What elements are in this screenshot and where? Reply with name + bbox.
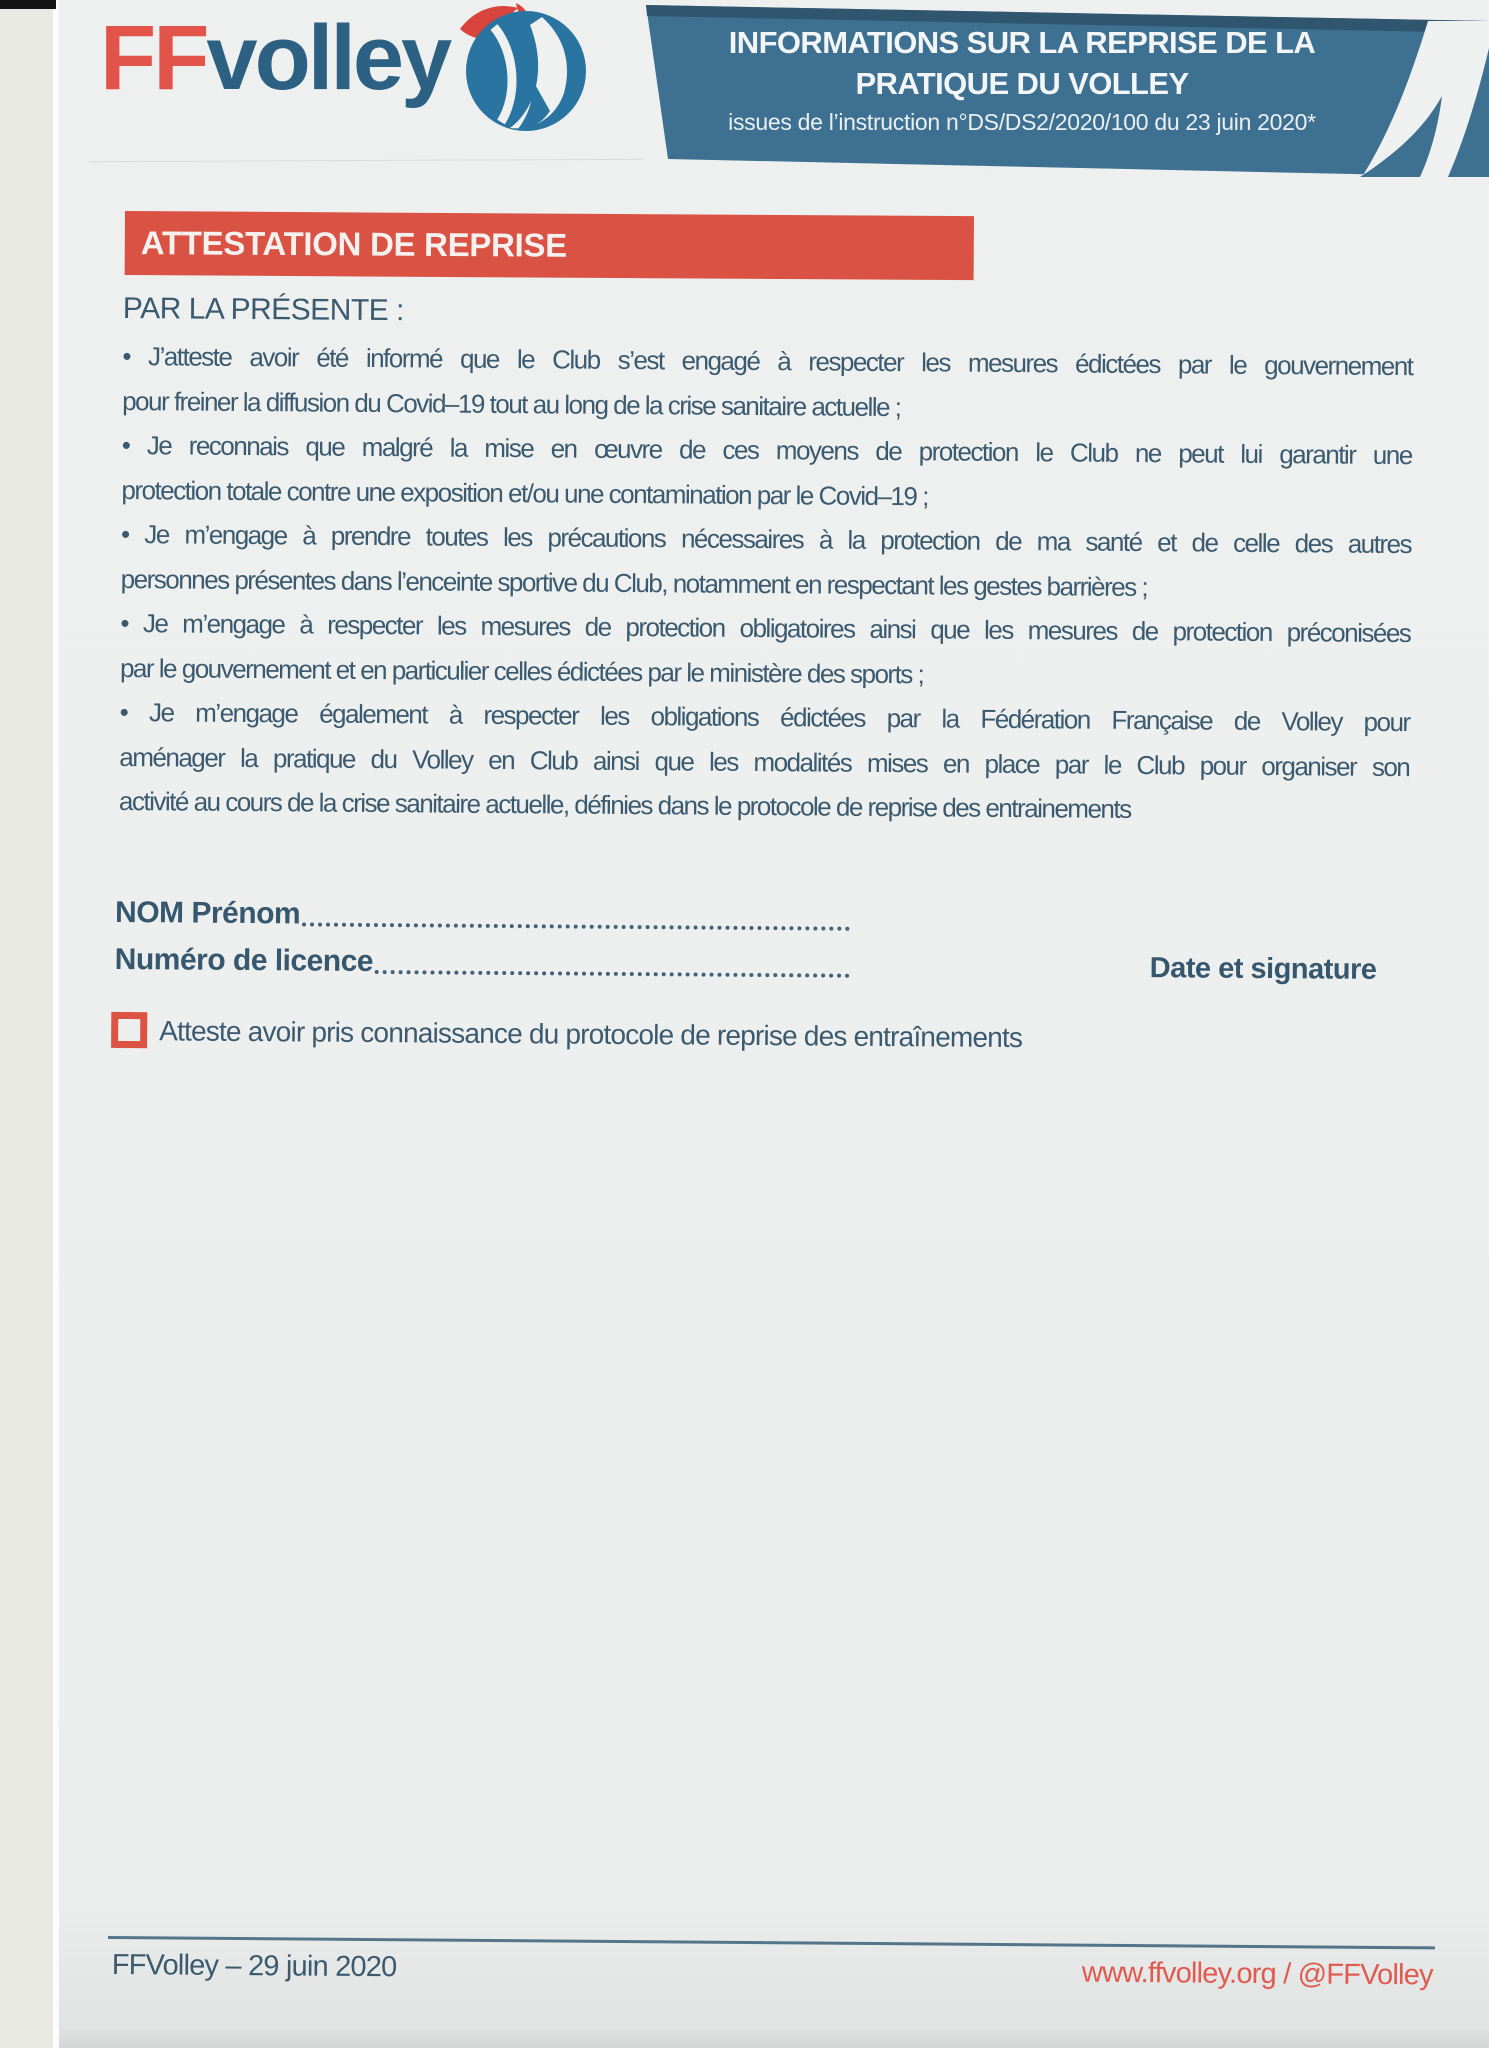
ffvolley-logo [100,8,449,128]
logo-ff-text: FF [100,7,207,109]
footer-divider [108,1936,1435,1949]
bullet-line: protection totale contre une exposition et/ou une contamination par le Covid–19 ; [121,474,928,511]
bullet-line: • Je reconnais que malgré la mise en œuvre de ces moyens de protection le Club ne peut lui garantir une [121,429,1412,471]
header-title-block [660,22,1384,136]
date-signature-label: Date et signature [1149,952,1377,986]
logo-volley-text: volley [206,7,450,109]
header-title-line1: INFORMATIONS SUR LA REPRISE DE LA [728,25,1316,60]
footer-date-text: FFVolley – 29 juin 2020 [111,1949,397,1984]
licence-label: Numéro de licence [114,942,374,978]
bullet-list [119,334,1413,834]
scanner-bed-strip [0,0,53,2048]
bullet-line: par le gouvernement et en particulier celles édictées par le ministère des sports ; [119,652,924,689]
name-label: NOM Prénom [114,895,301,931]
bullet-line: aménager la pratique du Volley en Club ainsi que les modalités mises en place par le Club pour organiser son [119,741,1410,782]
volleyball-flame-icon [458,1,594,137]
licence-dotted-line [375,970,850,978]
bullet-line: activité au cours de la crise sanitaire actuelle, définies dans le protocole de reprise des entrainements [118,785,1131,824]
bullet-line: • Je m’engage à respecter les mesures de protection obligatoires ainsi que les mesures de protection préconisées [120,607,1411,649]
bullet-line: pour freiner la diffusion du Covid–19 tout au long de la crise sanitaire actuelle ; [122,385,901,422]
header-title-line2: PRATIQUE DU VOLLEY [855,66,1189,101]
attestation-checkbox-label: Atteste avoir pris connaissance du protocole de reprise des entraînements [159,1015,1023,1054]
intro-text: PAR LA PRÉSENTE : [122,292,405,328]
bullet-line: personnes présentes dans l’enceinte sportive du Club, notamment en respectant les gestes barrières ; [120,563,1148,602]
scanner-black-bar [0,0,56,9]
body-block [116,292,1415,1202]
name-field-row [115,896,850,936]
attestation-checkbox-row [111,1010,1022,1055]
bullet-line: • J’atteste avoir été informé que le Club s’est engagé à respecter les mesures édictées par le gouvernement [122,340,1413,382]
footer [108,1936,1435,1992]
attestation-banner: ATTESTATION DE REPRISE [125,211,974,280]
attestation-checkbox[interactable] [111,1012,147,1048]
name-dotted-line [302,922,850,930]
document-sheet [59,0,1489,2048]
bullet-line: • Je m’engage également à respecter les obligations édictées par la Fédération Française de Volley pour [119,696,1410,738]
header-subtitle: issues de l’instruction n°DS/DS2/2020/100 du 23 juin 2020* [728,109,1316,135]
bullet-line: • Je m’engage à prendre toutes les précautions nécessaires à la protection de ma santé et de celle des autres [120,518,1412,560]
footer-website-link[interactable]: www.ffvolley.org / @FFVolley [1081,1956,1433,1992]
licence-field-row [115,943,850,983]
